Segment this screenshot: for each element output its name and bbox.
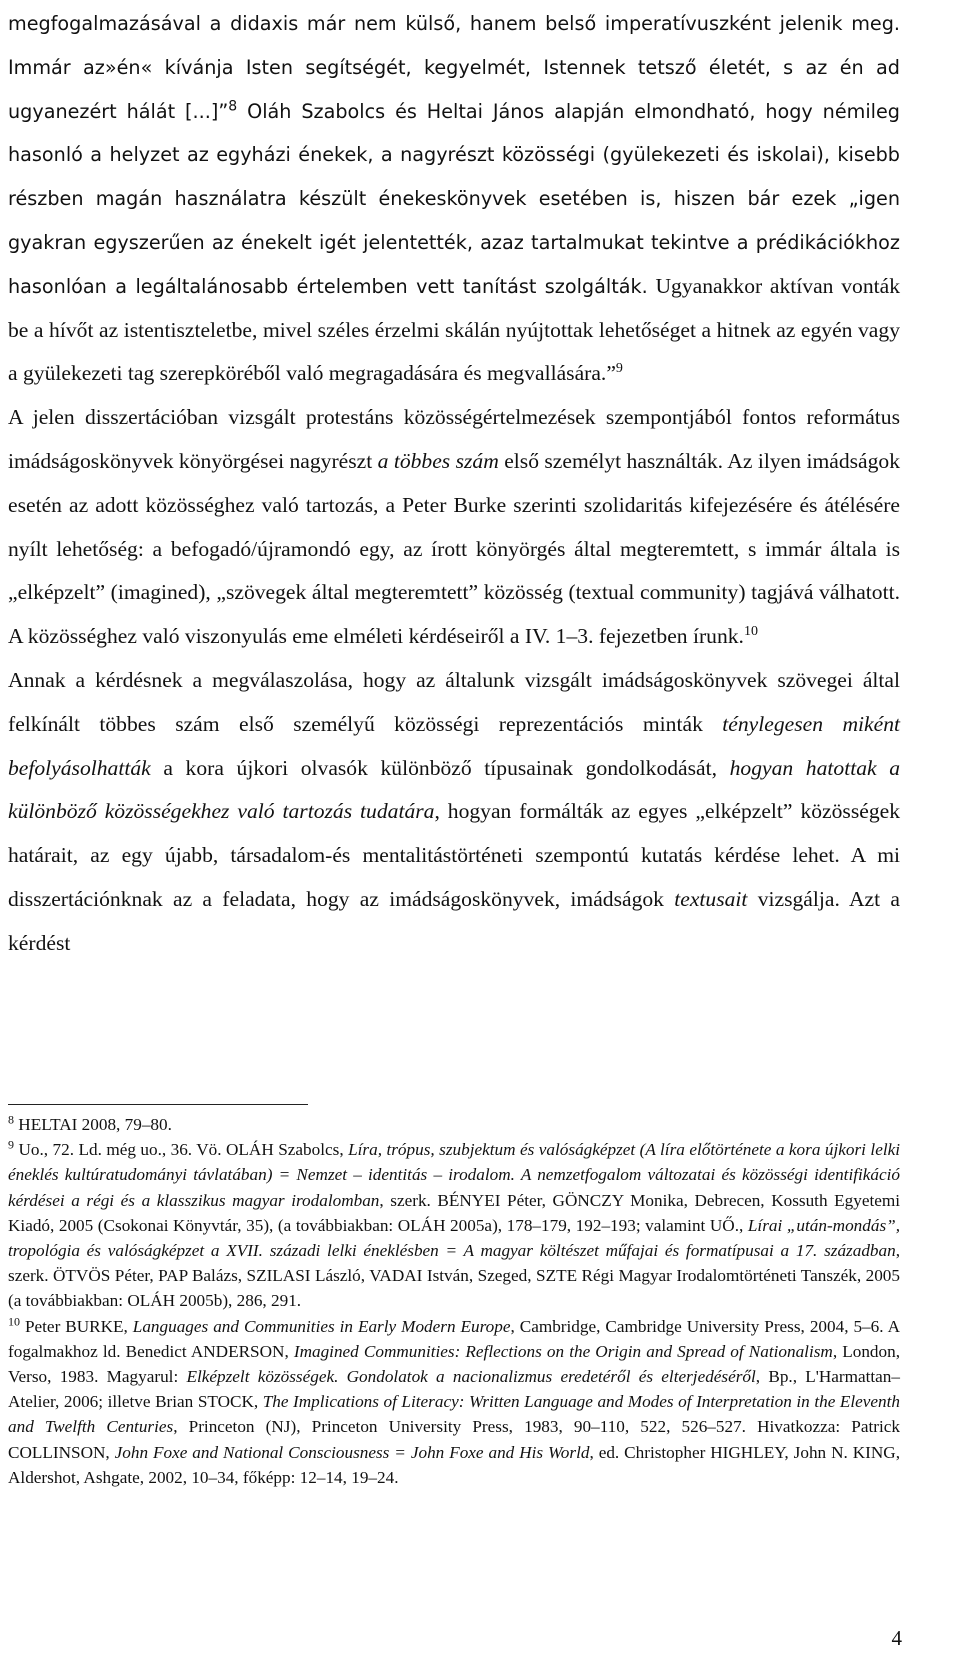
p3-italic-2: hogyan hatottak a különböző közösségekhez való tartozás tudatára <box>8 755 900 824</box>
footnote-10-number: 10 <box>8 1313 20 1328</box>
footnote-ref-9[interactable]: 9 <box>615 361 623 377</box>
footnote-ref-10[interactable]: 10 <box>743 623 758 639</box>
footnote-10-italic-5: John Foxe and National Consciousness = John Foxe and His World <box>114 1442 590 1462</box>
footnote-10-italic-2: Imagined Communities: Reflections on the Origin and Spread of Nationalism <box>293 1341 833 1361</box>
footnote-8-number: 8 <box>8 1112 14 1127</box>
footnote-10-italic-1: Languages and Communities in Early Modern Europe <box>132 1316 511 1336</box>
p3-italic-1: ténylegesen miként befolyásolhatták <box>8 711 901 780</box>
page-number: 4 <box>891 1626 902 1650</box>
footnote-10-text-d: , Bp., L'Harmattan–Atelier, 2006; illetve Brian STOCK, <box>8 1367 900 1412</box>
footnote-9-text-a: Uo., 72. Ld. még uo., 36. Vö. OLÁH Szabolcs, <box>14 1140 349 1160</box>
paragraph-3 <box>8 659 900 966</box>
footnote-10-text-a: Peter BURKE, <box>20 1316 133 1336</box>
footnote-10-text-b: , Cambridge, Cambridge University Press, 2004, 5–6. A fogalmakhoz ld. Benedict ANDERSON, <box>8 1316 900 1361</box>
p2-italic: a többes szám <box>377 448 499 473</box>
footnote-9 <box>8 1137 900 1313</box>
p2-text-a: A jelen disszertációban vizsgált protestáns közösségértelmezések szempontjából fontos református imádságoskönyvek könyörgései nagyrészt <box>8 405 900 473</box>
footnote-8-text: HELTAI 2008, 79–80. <box>14 1115 172 1134</box>
paragraph-1 <box>8 2 900 396</box>
p2-text-b: első személyt használták. Az ilyen imádságok esetén az adott közösséghez való tartozás, a Peter Burke szerinti szolidaritás kifejezésére és átélésére nyílt lehetőség: a befogadó/újramondó egy, az írott könyörgés által megteremtett, s immár általa is „elképzelt” (imagined), „szövegek által megteremtett” közösség (textual community) tagjává válhatott. A közösséghez való viszonyulás eme elméleti kérdéseiről a IV. 1–3. fejezetben írunk. <box>8 448 901 649</box>
footnote-10-text-f: , ed. Christopher HIGHLEY, John N. KING, Aldershot, Ashgate, 2002, 10–34, főképp: 12–14, 19–24. <box>8 1442 900 1487</box>
footnote-10-text-c: , London, Verso, 1983. Magyarul: <box>8 1341 900 1387</box>
footnote-9-text-c: , szerk. ÖTVÖS Péter, PAP Balázs, SZILASI László, VADAI István, Szeged, SZTE Régi Magyar Irodalomtörténeti Tanszék, 2005 (a továbbiakban: OLÁH 2005b), 286, 291. <box>8 1241 900 1311</box>
footnote-9-text-b: , szerk. BÉNYEI Péter, GÖNCZY Monika, Debrecen, Kossuth Egyetemi Kiadó, 2005 (Csokonai Könyvtár, 35), (a továbbiakban: OLÁH 2005a), 178–179, 192–193; valamint UŐ., <box>8 1190 900 1235</box>
p1-text-b: Oláh Szabolcs és Heltai János alapján elmondható, hogy némileg hasonló a helyzet az egyházi énekek, a nagyrészt közösségi (gyülekezeti és iskolai), kisebb részben magán használatra készült énekeskönyvek esetében is, hiszen bár ezek „igen gyakran egyszerűen az énekelt igét jelentették, azaz tartalmukat tekintve a prédikációkhoz hasonlóan a legáltalánosabb értelemben vett tanítást szolgálták. <box>8 99 900 298</box>
footnotes <box>8 1112 900 1490</box>
footnote-8 <box>8 1112 900 1137</box>
p3-text-c: , hogyan formálták az egyes „elképzelt” közösségek határait, az egy újabb, társadalom-és mentalitástörténeti szempontú kutatás kérdése lehet. A mi disszertációnknak az a feladata, hogy az imádságoskönyvek, imádságok <box>8 799 900 911</box>
footnote-separator <box>8 1104 308 1105</box>
p3-italic-3: textusait <box>674 886 748 911</box>
footnote-9-italic-2: Lírai „után-mondás”, tropológia és valóságképzet a XVII. századi lelki éneklésben = A magyar költészet műfajai és formatípusai a 17. században <box>8 1215 901 1261</box>
paragraph-2 <box>8 396 900 659</box>
footnote-9-italic-1: Líra, trópus, szubjektum és valóságképzet (A líra előtörténete a kora újkori lelki éneklés kultúratudományi távlatában) = Nemzet – identitás – irodalom. A nemzetfogalom változatai és közösségi identifikáció kérdései a régi és a klasszikus magyar irodalomban <box>8 1140 901 1210</box>
footnote-10-italic-3: Elképzelt közösségek. Gondolatok a nacionalizmus eredetéről és elterjedéséről <box>186 1367 756 1387</box>
footnote-ref-8[interactable]: 8 <box>228 98 238 115</box>
p3-text-d: vizsgálja. Azt a kérdést <box>8 886 900 955</box>
p3-text-b: a kora újkori olvasók különböző típusainak gondolkodását, <box>150 755 730 780</box>
paragraph-1-sans-part <box>8 12 900 298</box>
p3-text-a: Annak a kérdésnek a megválaszolása, hogy az általunk vizsgált imádságoskönyvek szövegei által felkínált többes szám első személyű közösségi reprezentációs minták <box>8 667 900 736</box>
p1-text-a: megfogalmazásával a didaxis már nem külső, hanem belső imperatívuszként jelenik meg. Immár az»én« kívánja Isten segítségét, kegyelmét, Istennek tetsző életét, s az én ad ugyanezért hálát [...]” <box>8 12 900 123</box>
footnote-9-number: 9 <box>8 1137 14 1152</box>
p1-text-c: Ugyanakkor aktívan vonták be a hívőt az istentiszteletbe, mivel széles érzelmi skálán nyújtottak lehetőséget a hitnek az egyén vagy a gyülekezeti tag szerepköréből való megragadására és megvallására.” <box>8 273 900 386</box>
footnote-10-text-e: , Princeton (NJ), Princeton University Press, 1983, 90–110, 522, 526–527. Hivatkozza: Patrick COLLINSON, <box>8 1417 900 1462</box>
footnote-10-italic-4: The Implications of Literacy: Written Language and Modes of Interpretation in the Eleventh and Twelfth Centuries <box>8 1392 900 1437</box>
main-text <box>8 2 900 966</box>
footnote-10 <box>8 1314 900 1490</box>
